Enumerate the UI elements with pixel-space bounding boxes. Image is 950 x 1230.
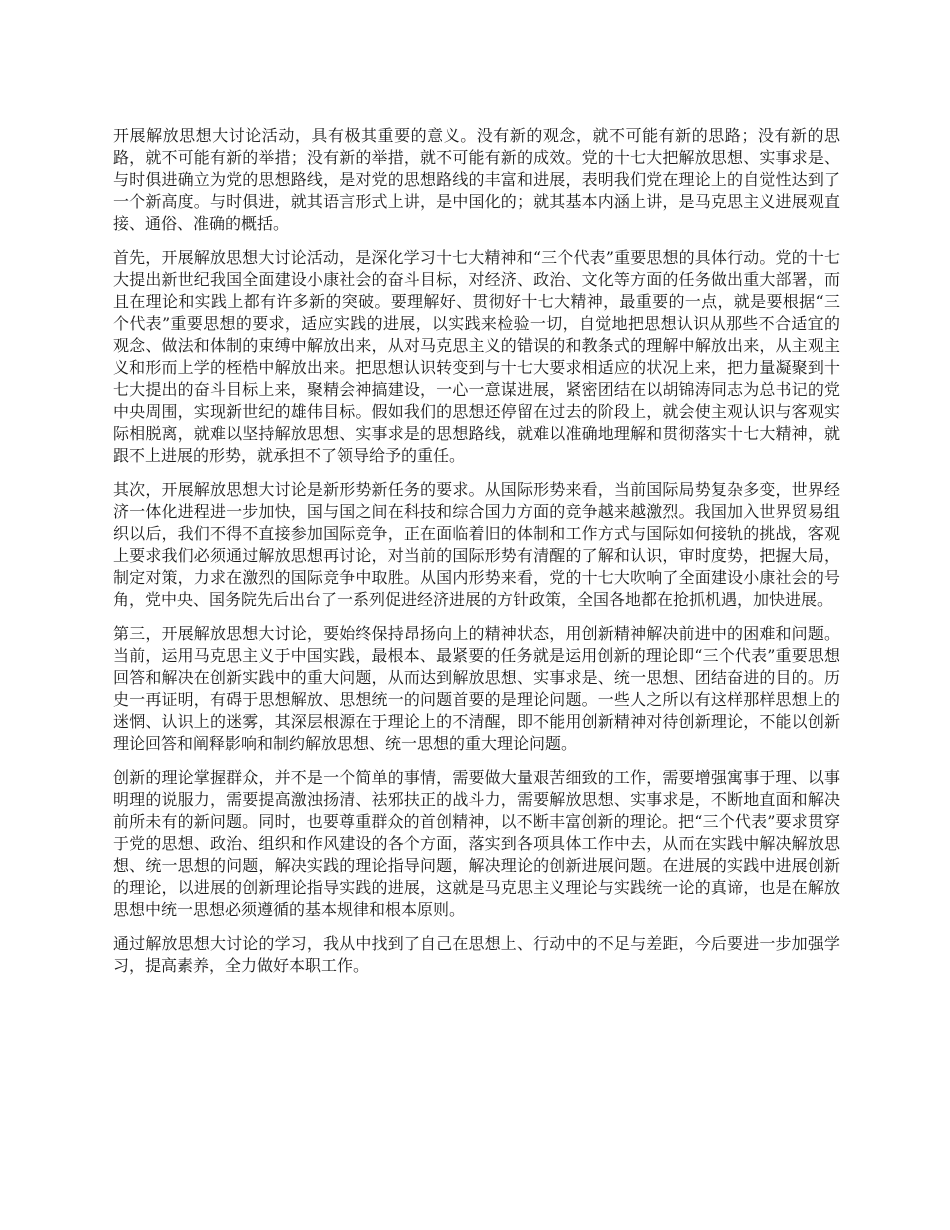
document-page	[113, 125, 840, 989]
paragraph-first: 首先，开展解放思想大讨论活动，是深化学习十七大精神和“三个代表”重要思想的具体行动。党的十七大提出新世纪我国全面建设小康社会的奋斗目标，对经济、政治、文化等方面的任务做出重大部署，而且在理论和实践上都有许多新的突破。要理解好、贯彻好十七大精神，最重要的一点，就是要根据“三个代表”重要思想的要求，适应实践的进展，以实践来检验一切，自觉地把思想认识从那些不合适宜的观念、做法和体制的束缚中解放出来，从对马克思主义的错误的和教条式的理解中解放出来，从主观主义和形而上学的桎梏中解放出来。把思想认识转变到与十七大要求相适应的状况上来，把力量凝聚到十七大提出的奋斗目标上来，聚精会神搞建设，一心一意谋进展，紧密团结在以胡锦涛同志为总书记的党中央周围，实现新世纪的雄伟目标。假如我们的思想还停留在过去的阶段上，就会使主观认识与客观实际相脱离，就难以坚持解放思想、实事求是的思想路线，就难以准确地理解和贯彻落实十七大精神，就跟不上进展的形势，就承担不了领导给予的重任。	[113, 248, 840, 465]
paragraph-innovation: 创新的理论掌握群众，并不是一个简单的事情，需要做大量艰苦细致的工作，需要增强寓事于理、以事明理的说服力，需要提高激浊扬清、祛邪扶正的战斗力，需要解放思想、实事求是，不断地直面和解决前所未有的新问题。同时，也要尊重群众的首创精神，以不断丰富创新的理论。把“三个代表”要求贯穿于党的思想、政治、组织和作风建设的各个方面，落实到各项具体工作中去，从而在实践中解决解放思想、统一思想的问题，解决实践的理论指导问题，解决理论的创新进展问题。在进展的实践中进展创新的理论，以进展的创新理论指导实践的进展，这就是马克思主义理论与实践统一论的真谛，也是在解放思想中统一思想必须遵循的基本规律和根本原则。	[113, 768, 840, 919]
paragraph-second: 其次，开展解放思想大讨论是新形势新任务的要求。从国际形势来看，当前国际局势复杂多变，世界经济一体化进程进一步加快，国与国之间在科技和综合国力方面的竞争越来越激烈。我国加入世界贸易组织以后，我们不得不直接参加国际竞争，正在面临着旧的体制和工作方式与国际如何接轨的挑战，客观上要求我们必须通过解放思想再讨论，对当前的国际形势有清醒的了解和认识，审时度势，把握大局，制定对策，力求在激烈的国际竞争中取胜。从国内形势来看，党的十七大吹响了全面建设小康社会的号角，党中央、国务院先后出台了一系列促进经济进展的方针政策，全国各地都在抢抓机遇，加快进展。	[113, 480, 840, 609]
paragraph-third: 第三，开展解放思想大讨论，要始终保持昂扬向上的精神状态，用创新精神解决前进中的困难和问题。当前，运用马克思主义于中国实践，最根本、最紧要的任务就是运用创新的理论即“三个代表”重要思想回答和解决在创新实践中的重大问题，从而达到解放思想、实事求是、统一思想、团结奋进的目的。历史一再证明，有碍于思想解放、思想统一的问题首要的是理论问题。一些人之所以有这样那样思想上的迷惘、认识上的迷雾，其深层根源在于理论上的不清醒，即不能用创新精神对待创新理论，不能以创新理论回答和阐释影响和制约解放思想、统一思想的重大理论问题。	[113, 624, 840, 753]
paragraph-intro: 开展解放思想大讨论活动，具有极其重要的意义。没有新的观念，就不可能有新的思路；没有新的思路，就不可能有新的举措；没有新的举措，就不可能有新的成效。党的十七大把解放思想、实事求是、与时俱进确立为党的思想路线，是对党的思想路线的丰富和进展，表明我们党在理论上的自觉性达到了一个新高度。与时俱进，就其语言形式上讲，是中国化的；就其基本内涵上讲，是马克思主义进展观直接、通俗、准确的概括。	[113, 126, 840, 233]
paragraph-conclusion: 通过解放思想大讨论的学习，我从中找到了自己在思想上、行动中的不足与差距，今后要进一步加强学习，提高素养，全力做好本职工作。	[113, 934, 840, 975]
